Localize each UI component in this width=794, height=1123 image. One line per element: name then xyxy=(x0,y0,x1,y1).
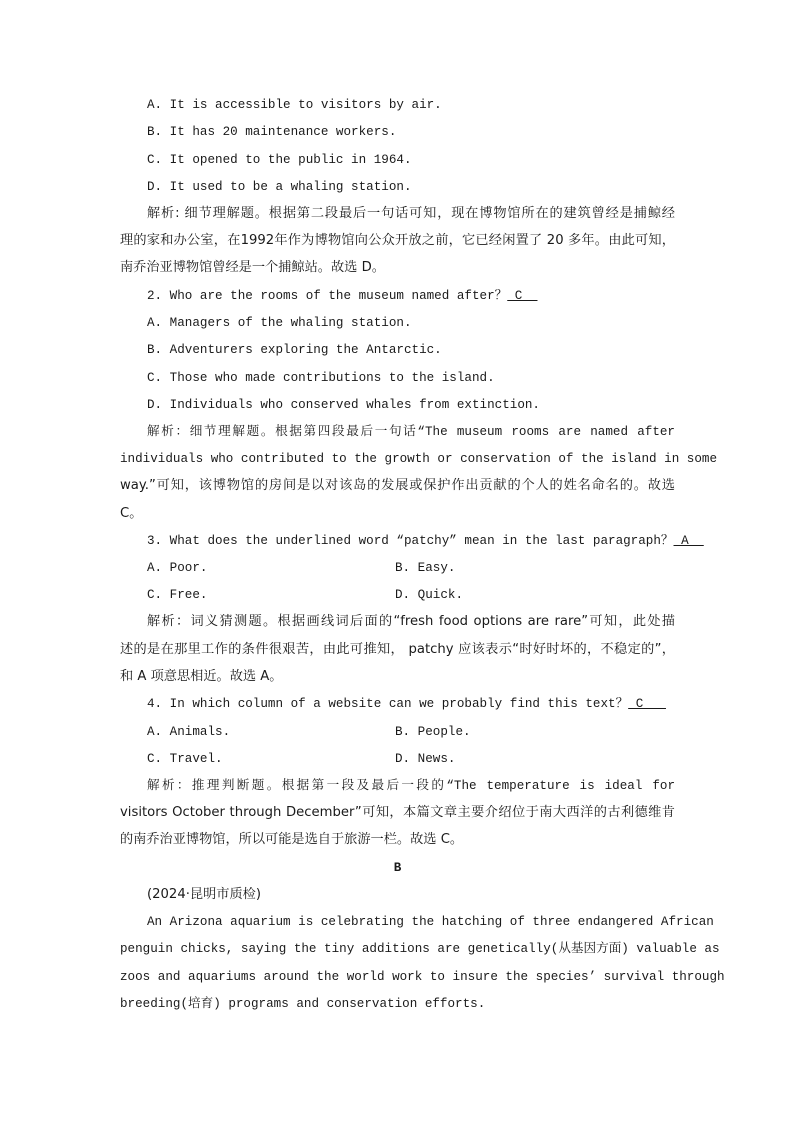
q3-option-a: A. Poor. xyxy=(147,561,208,575)
section-source: (2024·昆明市质检) xyxy=(147,887,261,902)
q3-analysis-line-1: 解析：词义猜测题。根据画线词后面的“fresh food options are rare”可知，此处描 xyxy=(147,614,675,629)
q4-question xyxy=(147,694,675,714)
q2-question xyxy=(147,286,675,306)
q4-option-b: B. People. xyxy=(395,725,471,739)
q2-analysis-line-2: individuals who contributed to the growth or conservation of the island in some xyxy=(120,452,718,466)
q3-option-c: C. Free. xyxy=(147,588,208,602)
q2-option-c: C. Those who made contributions to the island. xyxy=(147,371,495,385)
q4-analysis-line-1: 解析：推理判断题。根据第一段及最后一段的“The temperature is ideal for xyxy=(147,779,675,793)
q1-option-d: D. It used to be a whaling station. xyxy=(147,180,412,194)
q2-analysis-line-3: way.”可知，该博物馆的房间是以对该岛的发展或保护作出贡献的个人的姓名命名的。故选 xyxy=(120,478,675,493)
q4-analysis-line-2: visitors October through December”可知，本篇文章主要介绍位于南大西洋的古利德维肯 xyxy=(120,805,675,820)
q3-options-row-1 xyxy=(147,558,675,578)
q3-question xyxy=(147,531,704,551)
q4-question-text: 4. In which column of a website can we probably find this text？ xyxy=(147,697,629,711)
q3-option-d: D. Quick. xyxy=(395,588,464,602)
q2-question-text: 2. Who are the rooms of the museum named after？ xyxy=(147,289,508,303)
q4-options-row-2 xyxy=(147,749,675,769)
q1-analysis-line-1: 解析: 细节理解题。根据第二段最后一句话可知，现在博物馆所在的建筑曾经是捕鲸经 xyxy=(147,206,675,221)
q4-analysis-line-3: 的南乔治亚博物馆，所以可能是选自于旅游一栏。故选 C。 xyxy=(120,832,464,847)
q3-analysis-line-3: 和 A 项意思相近。故选 A。 xyxy=(120,669,283,684)
q2-option-a: A. Managers of the whaling station. xyxy=(147,316,412,330)
q4-option-a: A. Animals. xyxy=(147,725,231,739)
q2-option-d: D. Individuals who conserved whales from extinction. xyxy=(147,398,540,412)
q1-analysis-line-2: 理的家和办公室，在1992年作为博物馆向公众开放之前，它已经闲置了 20 多年。由此可知， xyxy=(120,233,675,248)
q1-option-c: C. It opened to the public in 1964. xyxy=(147,153,412,167)
passage-line-4: breeding(培育) programs and conservation efforts. xyxy=(120,997,486,1011)
q3-options-row-2 xyxy=(147,585,675,605)
q2-analysis-line-4: C。 xyxy=(120,506,143,521)
q4-options-row-1 xyxy=(147,722,675,742)
q1-option-b: B. It has 20 maintenance workers. xyxy=(147,125,397,139)
q2-option-b: B. Adventurers exploring the Antarctic. xyxy=(147,343,442,357)
q4-option-d: D. News. xyxy=(395,752,456,766)
q1-option-a: A. It is accessible to visitors by air. xyxy=(147,98,442,112)
q3-answer: A xyxy=(673,534,704,548)
q3-option-b: B. Easy. xyxy=(395,561,456,575)
q2-analysis-line-1: 解析：细节理解题。根据第四段最后一句话“The museum rooms are named after xyxy=(147,425,675,439)
passage-line-1: An Arizona aquarium is celebrating the hatching of three endangered African xyxy=(147,915,714,929)
q3-analysis-line-2: 述的是在那里工作的条件很艰苦，由此可推知， patchy 应该表示“时好时坏的，不稳定的”， xyxy=(120,642,675,657)
q4-option-c: C. Travel. xyxy=(147,752,223,766)
passage-line-3: zoos and aquariums around the world work to insure the species’ survival through xyxy=(120,970,725,984)
passage-line-2: penguin chicks, saying the tiny additions are genetically(从基因方面) valuable as xyxy=(120,942,720,956)
q2-answer: C xyxy=(507,289,538,303)
q1-analysis-line-3: 南乔治亚博物馆曾经是一个捕鲸站。故选 D。 xyxy=(120,260,385,275)
section-heading: B xyxy=(393,861,402,875)
q4-answer: C xyxy=(628,697,666,711)
q3-question-text: 3. What does the underlined word “patchy” mean in the last paragraph？ xyxy=(147,534,674,548)
